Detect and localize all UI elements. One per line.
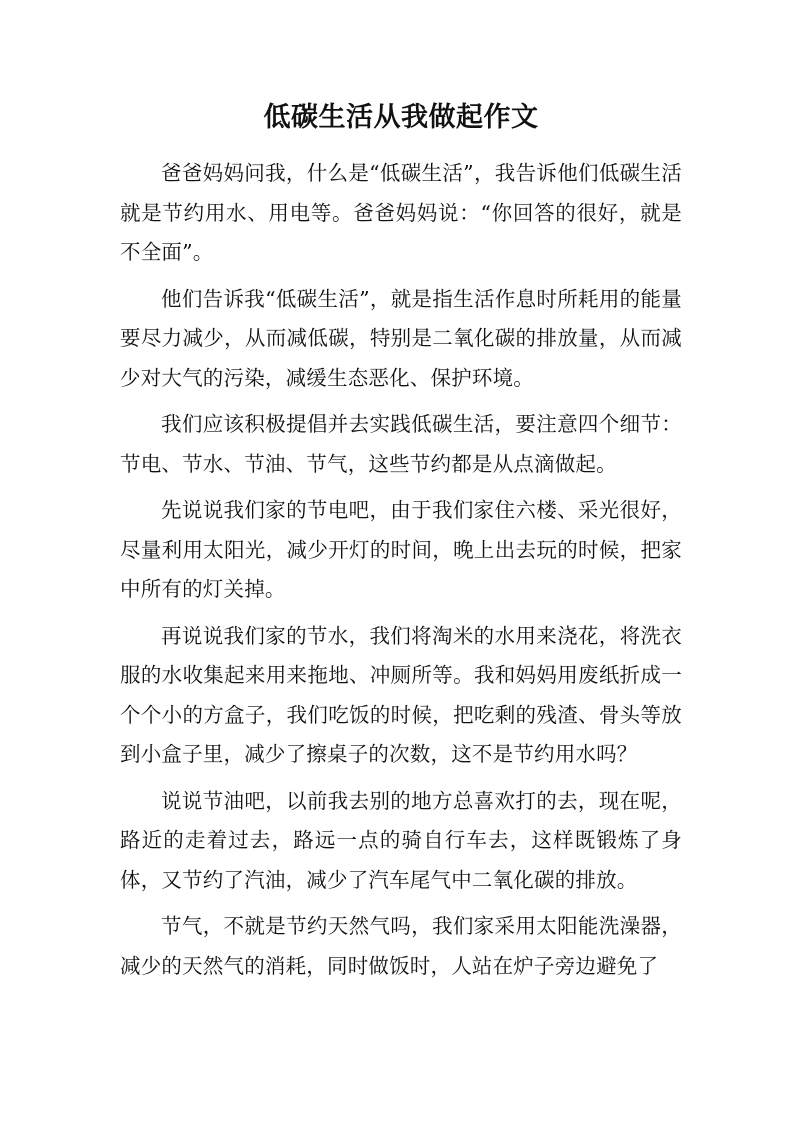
paragraph-6: 说说节油吧，以前我去别的地方总喜欢打的去，现在呢，路近的走着过去，路远一点的骑自行车去，这样既锻炼了身体，又节约了汽油，减少了汽车尾气中二氧化碳的排放。 [120,788,682,892]
page-title: 低碳生活从我做起作文 [263,102,539,133]
paragraph-2: 他们告诉我“低碳生活”，就是指生活作息时所耗用的能量要尽力减少，从而减低碳，特别是二氧化碳的排放量，从而减少对大气的污染，减缓生态恶化、保护环境。 [120,286,682,390]
paragraph-4: 先说说我们家的节电吧，由于我们家住六楼、采光很好，尽量利用太阳光，减少开灯的时间，晚上出去玩的时候，把家中所有的灯关掉。 [120,498,682,601]
paragraph-3: 我们应该积极提倡并去实践低碳生活，要注意四个细节：节电、节水、节油、节气，这些节约都是从点滴做起。 [120,412,682,476]
paragraph-7: 节气，不就是节约天然气吗，我们家采用太阳能洗澡器，减少的天然气的消耗，同时做饭时，人站在炉子旁边避免了 [120,914,682,978]
paragraph-5: 再说说我们家的节水，我们将淘米的水用来浇花，将洗衣服的水收集起来用来拖地、冲厕所等。我和妈妈用废纸折成一个个小的方盒子，我们吃饭的时候，把吃剩的残渣、骨头等放到小盒子里，减少了擦桌子的次数，这不是节约用水吗？ [120,623,682,766]
paragraph-1: 爸爸妈妈问我，什么是“低碳生活”，我告诉他们低碳生活就是节约用水、用电等。爸爸妈妈说：“你回答的很好，就是不全面”。 [120,161,682,264]
